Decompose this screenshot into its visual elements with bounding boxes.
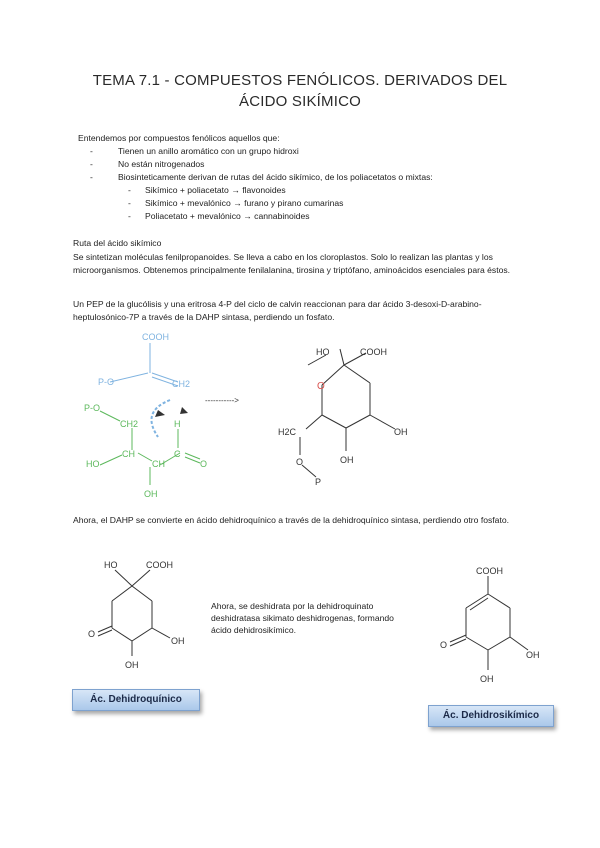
label-dehidroquinico: Ác. Dehidroquínico bbox=[72, 689, 200, 711]
dhq-cooh: COOH bbox=[146, 560, 173, 570]
curved-arrow-icon bbox=[155, 410, 165, 417]
paragraph-deshidratacion: Ahora, se deshidrata por la dehidroquinato deshidratasa sikimato deshidrogenas, formando ácido dehidrosikímico. bbox=[211, 601, 394, 635]
sub-list-item: - Sikímico + mevalónico → furano y pirano cumarinas bbox=[78, 197, 433, 210]
list-item: - Tienen un anillo aromático con un grupo hidroxi bbox=[78, 145, 433, 158]
list-item: - Biosinteticamente derivan de rutas del ácido sikímico, de los poliacetatos o mixtas: bbox=[78, 171, 433, 184]
ery-c: C bbox=[174, 449, 181, 459]
ery-o: O bbox=[200, 459, 208, 469]
ery-ch-1: CH bbox=[122, 449, 135, 459]
reaction-arrow: -----------> bbox=[205, 396, 239, 405]
sub-list-item: - Poliacetato + mevalónico → cannabinoides bbox=[78, 210, 433, 223]
label-dehidrosikimico: Ác. Dehidrosikímico bbox=[428, 705, 554, 727]
ery-ch-2: CH bbox=[152, 459, 165, 469]
page-title bbox=[40, 70, 560, 112]
ery-ho: HO bbox=[86, 459, 100, 469]
dahp-o: O bbox=[296, 457, 304, 467]
ery-p-o: P-O bbox=[84, 403, 101, 413]
dahp-ho: HO bbox=[316, 347, 330, 357]
dahp-ring-o: O bbox=[317, 381, 325, 392]
section-heading: Ruta del ácido sikímico bbox=[73, 238, 162, 248]
diagram-dehidroquinico bbox=[70, 556, 210, 676]
paragraph-fenilpropanoides: Se sintetizan moléculas fenilpropanoides. Se lleva a cabo en los cloroplastos. Solo lo realizan las plantas y los microorganismos. Obtenemos principalmente fenilalanina, tirosina y triptófano, aminoácidos esenciales para éstos. bbox=[73, 252, 511, 275]
erythrose-structure bbox=[100, 411, 200, 485]
curved-arrow-icon bbox=[180, 407, 188, 414]
list-item: - No están nitrogenados bbox=[78, 158, 433, 171]
title-line-1: TEMA 7.1 - COMPUESTOS FENÓLICOS. DERIVADOS DEL bbox=[92, 72, 508, 89]
dahp-h2c: H2C bbox=[278, 427, 297, 437]
diagram-dahp-synthesis bbox=[70, 325, 430, 505]
dahp-oh-bottom: OH bbox=[340, 455, 354, 465]
title-line-2: ÁCIDO SIKÍMICO bbox=[239, 93, 361, 110]
ery-oh: OH bbox=[144, 489, 158, 499]
dahp-oh-right: OH bbox=[394, 427, 408, 437]
sub-list-item: - Sikímico + poliacetato → flavonoides bbox=[78, 184, 433, 197]
dhq-o: O bbox=[88, 629, 96, 639]
dhs-cooh: COOH bbox=[476, 566, 503, 576]
ery-h: H bbox=[174, 419, 181, 429]
dhs-oh-right: OH bbox=[526, 650, 540, 660]
dhs-o: O bbox=[440, 640, 448, 650]
paragraph-dahp-dehidroquinico: Ahora, el DAHP se convierte en ácido dehidroquínico a través de la dehidroquínico sintasa, perdiendo otro fosfato. bbox=[73, 515, 510, 525]
diagram-dehidrosikimico bbox=[420, 562, 550, 697]
dhs-oh-bottom: OH bbox=[480, 674, 494, 684]
intro-section bbox=[78, 132, 433, 223]
intro-lead: Entendemos por compuestos fenólicos aquellos que: bbox=[78, 133, 280, 143]
dhq-oh-bottom: OH bbox=[125, 660, 139, 670]
pep-p-o: P-O bbox=[98, 377, 115, 387]
dhq-ho: HO bbox=[104, 560, 118, 570]
dahp-p: P bbox=[315, 477, 322, 487]
paragraph-pep-eritrosa: Un PEP de la glucólisis y una eritrosa 4-P del ciclo de calvin reaccionan para dar ácido 3-desoxi-D-arabino-heptulosónico-7P a través de la DAHP sintasa, perdiendo un fosfato. bbox=[73, 299, 482, 322]
pep-cooh: COOH bbox=[142, 332, 169, 342]
dahp-cooh: COOH bbox=[360, 347, 387, 357]
intro-list bbox=[78, 145, 433, 223]
dhq-oh-right: OH bbox=[171, 636, 185, 646]
ery-ch2: CH2 bbox=[120, 419, 139, 429]
pep-ch2: CH2 bbox=[172, 379, 191, 389]
